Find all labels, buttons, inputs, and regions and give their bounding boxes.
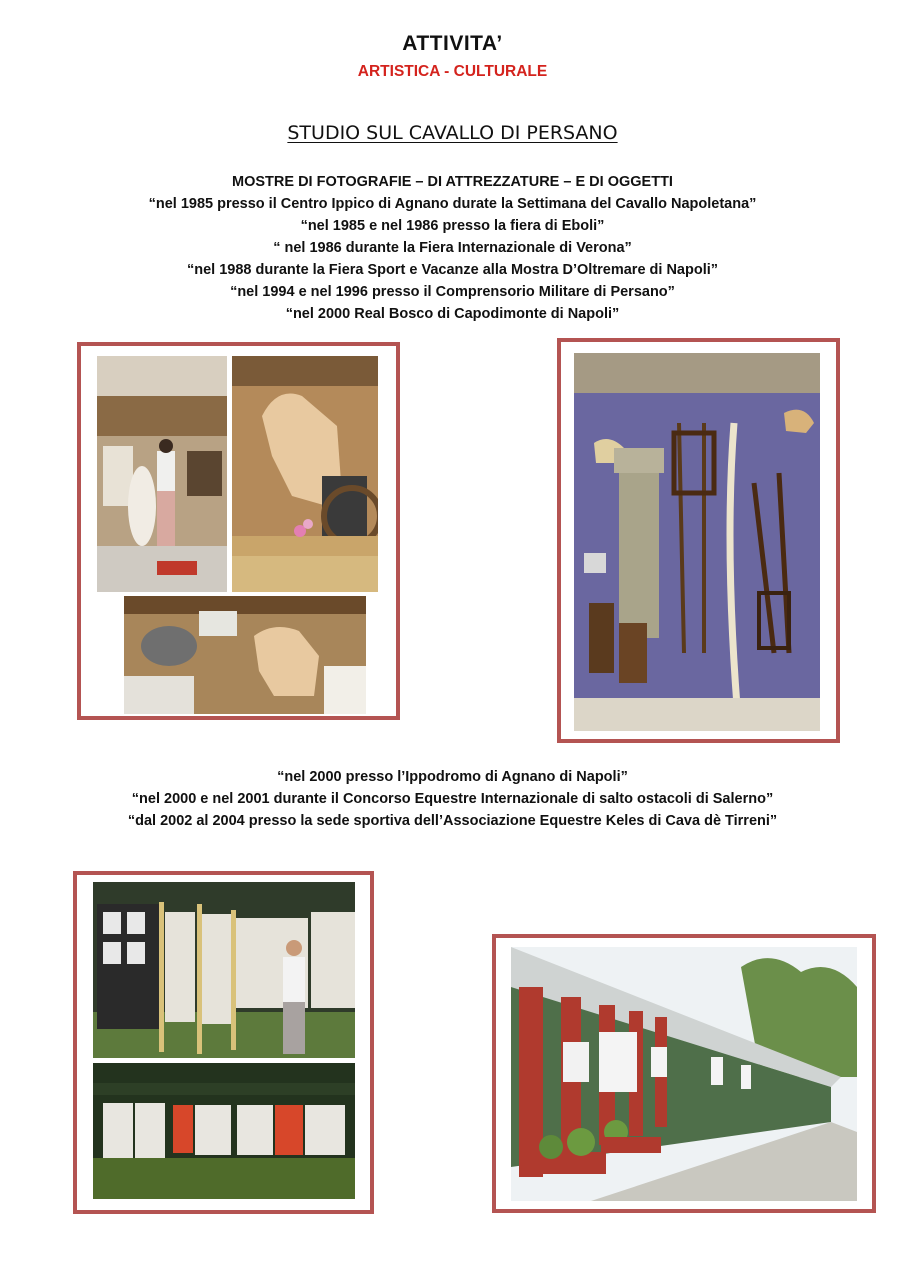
exhibition-item: “nel 2000 e nel 2001 durante il Concorso Equestre Internazionale di salto ostacoli di Salerno” [131, 791, 774, 807]
photo-exhibit-horses [124, 596, 366, 714]
exhibition-item: “nel 1985 e nel 1986 presso la fiera di Eboli” [300, 218, 605, 234]
page-subtitle: ARTISTICA - CULTURALE [357, 63, 548, 80]
photo-frame-outdoor-panels [73, 871, 374, 1214]
photo-frame-saddlery [557, 338, 840, 743]
exhibition-item: “nel 1994 e nel 1996 presso il Comprensorio Militare di Persano” [230, 284, 675, 300]
photo-frame-stable [492, 934, 876, 1213]
photo-panels-row [93, 1063, 355, 1199]
photo-frame-collage-1 [77, 342, 400, 720]
page-title: ATTIVITA’ [402, 32, 503, 55]
photo-stable-corridor [511, 947, 857, 1201]
exhibition-list-1 [0, 171, 905, 325]
exhibition-item: “nel 2000 presso l’Ippodromo di Agnano di Napoli” [277, 769, 628, 785]
photo-wooden-horse [232, 356, 378, 592]
exhibition-item: “nel 2000 Real Bosco di Capodimonte di Napoli” [285, 306, 620, 322]
photo-stand-visitors [97, 356, 227, 592]
section-title: STUDIO SUL CAVALLO DI PERSANO [287, 122, 618, 144]
exhibition-list-2 [0, 766, 905, 832]
exhibition-item: “nel 1985 presso il Centro Ippico di Agnano durate la Settimana del Cavallo Napoletana” [148, 196, 757, 212]
exhibition-item: “nel 1988 durante la Fiera Sport e Vacanze alla Mostra D’Oltremare di Napoli” [186, 262, 719, 278]
exhibition-item: “dal 2002 al 2004 presso la sede sportiva dell’Associazione Equestre Keles di Cava dè Tirreni” [127, 813, 778, 829]
exhibition-heading: MOSTRE DI FOTOGRAFIE – DI ATTREZZATURE – E DI OGGETTI [232, 174, 673, 190]
exhibition-item: “ nel 1986 durante la Fiera Internazionale di Verona” [273, 240, 632, 256]
photo-panels-man [93, 882, 355, 1058]
photo-saddlery-wall [574, 353, 820, 731]
